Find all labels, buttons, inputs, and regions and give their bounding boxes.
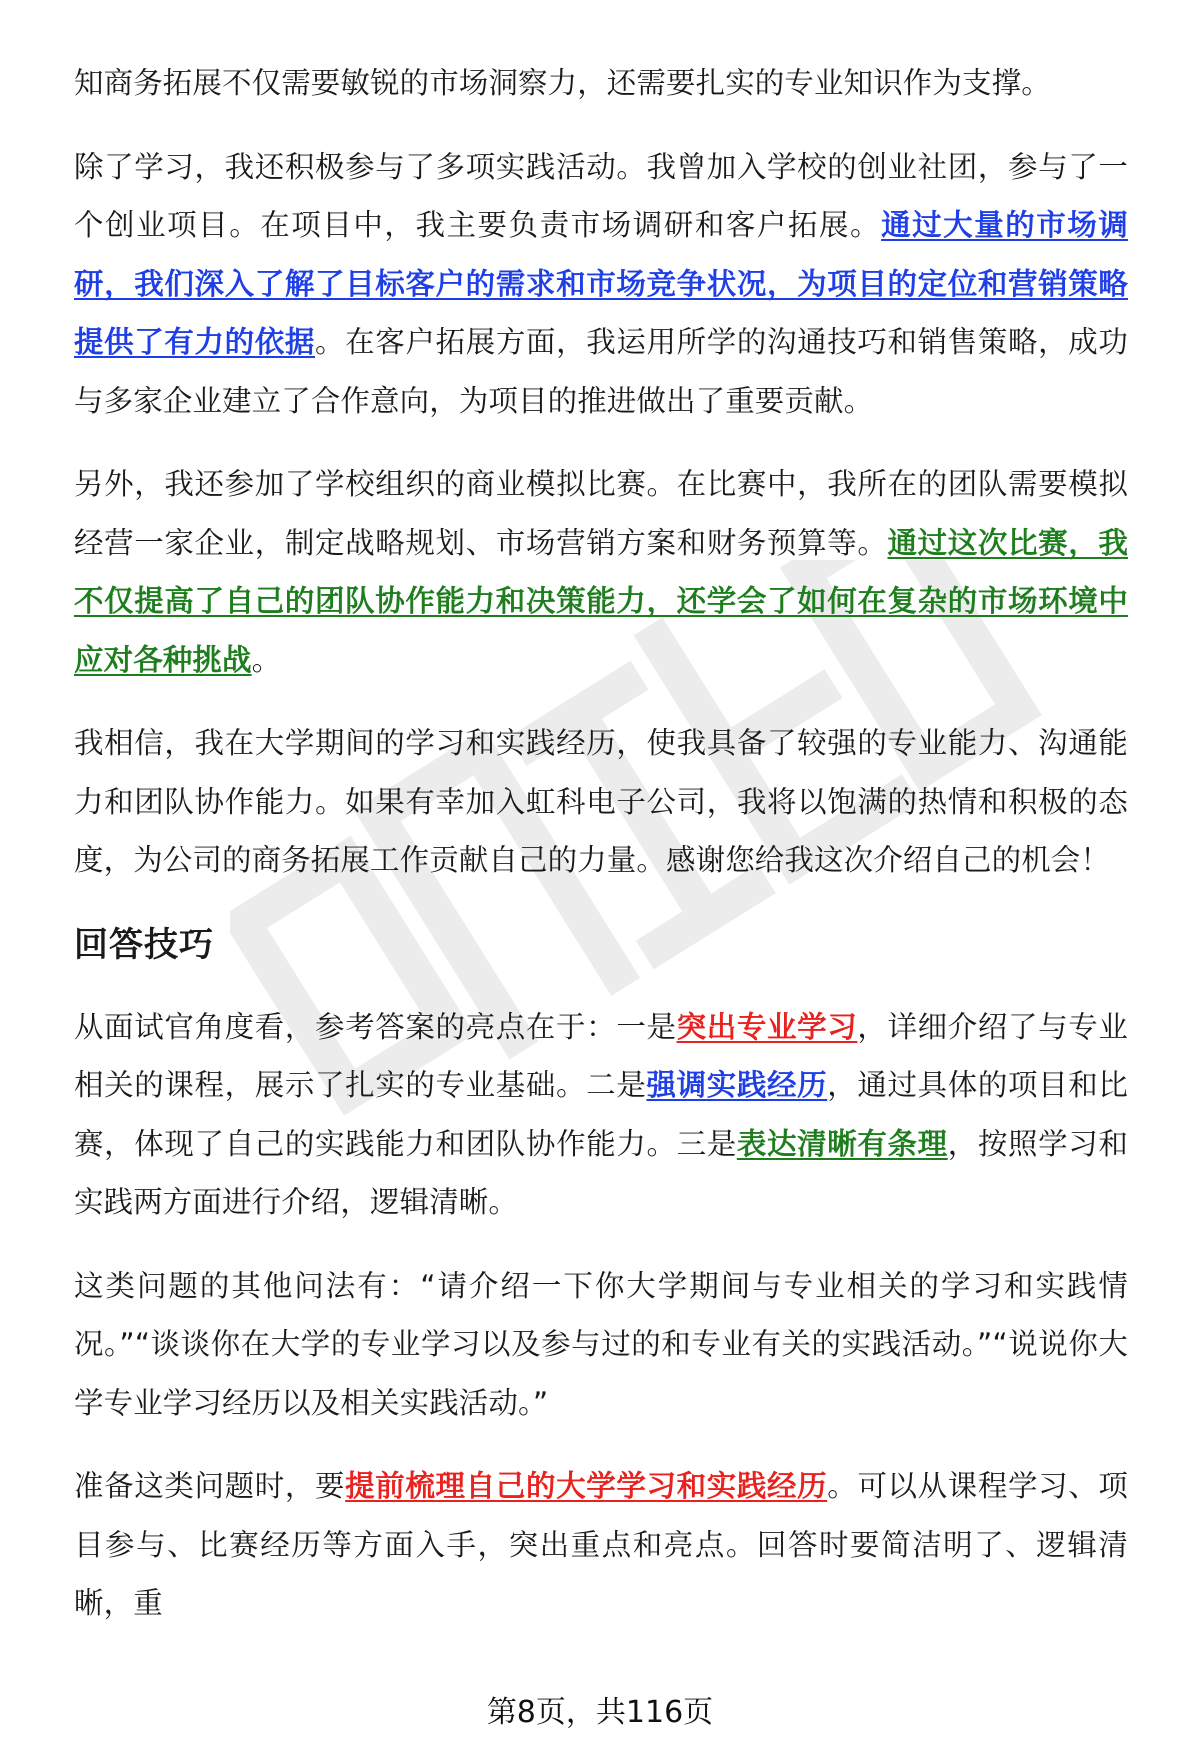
highlight-green-2: 表达清晰有条理 xyxy=(736,1126,948,1161)
paragraph-3-tail: 。 xyxy=(251,642,282,677)
paragraph-5-text-1: 从面试官角度看，参考答案的亮点在于：一是 xyxy=(74,1009,677,1044)
paragraph-4-text: 我相信，我在大学期间的学习和实践经历，使我具备了较强的专业能力、沟通能力和团队协作能力。如果有幸加入虹科电子公司，我将以饱满的热情和积极的态度，为公司的商务拓展工作贡献自己的力量。感谢您给我这次介绍自己的机会！ xyxy=(74,726,1128,877)
paragraph-3-text: 另外，我还参加了学校组织的商业模拟比赛。在比赛中，我所在的团队需要模拟经营一家企业，制定战略规划、市场营销方案和财务预算等。 xyxy=(74,467,1128,560)
paragraph-2-text: 除了学习，我还积极参与了多项实践活动。我曾加入学校的创业社团，参与了一个创业项目。在项目中，我主要负责市场调研和客户拓展。 xyxy=(74,149,1128,242)
paragraph-5-text-3: ，通过具体的项目和比赛，体现了自己的实践能力和团队协作能力。三是 xyxy=(74,1068,1128,1161)
paragraph-1-text: 知商务拓展不仅需要敏锐的市场洞察力，还需要扎实的专业知识作为支撑。 xyxy=(74,66,1051,100)
paragraph-6 xyxy=(74,1257,1128,1433)
paragraph-5-text-4: ，按照学习和实践两方面进行介绍，逻辑清晰。 xyxy=(74,1126,1128,1219)
paragraph-1 xyxy=(74,54,1128,113)
paragraph-3 xyxy=(74,455,1128,689)
paragraph-5 xyxy=(74,998,1128,1232)
page-number: 第8页，共116页 xyxy=(486,1695,714,1730)
paragraph-5-text-2: ，详细介绍了与专业相关的课程，展示了扎实的专业基础。二是 xyxy=(74,1009,1128,1102)
section-heading: 回答技巧 xyxy=(74,924,214,965)
highlight-red-2: 提前梳理自己的大学学习和实践经历 xyxy=(345,1469,828,1503)
highlight-red-1: 突出专业学习 xyxy=(676,1009,858,1044)
highlight-green: 通过这次比赛，我不仅提高了自己的团队协作能力和决策能力，还学会了如何在复杂的市场环境中应对各种挑战 xyxy=(74,525,1128,677)
paragraph-2-tail: 。在客户拓展方面，我运用所学的沟通技巧和销售策略，成功与多家企业建立了合作意向，为项目的推进做出了重要贡献。 xyxy=(74,325,1128,418)
paragraph-7 xyxy=(74,1457,1128,1633)
paragraph-4 xyxy=(74,714,1128,890)
paragraph-6-text: 这类问题的其他问法有：“请介绍一下你大学期间与专业相关的学习和实践情况。”“谈谈你在大学的专业学习以及参与过的和专业有关的实践活动。”“说说你大学专业学习经历以及相关实践活动。” xyxy=(74,1268,1128,1420)
paragraph-7-text: 准备这类问题时，要 xyxy=(74,1469,346,1503)
document-body xyxy=(74,54,1128,1633)
paragraph-7-tail: 。可以从课程学习、项目参与、比赛经历等方面入手，突出重点和亮点。回答时要简洁明了、逻辑清晰，重 xyxy=(74,1469,1128,1620)
highlight-blue-2: 强调实践经历 xyxy=(646,1068,828,1102)
paragraph-2 xyxy=(74,138,1128,431)
highlight-blue: 通过大量的市场调研，我们深入了解了目标客户的需求和市场竞争状况，为项目的定位和营销策略提供了有力的依据 xyxy=(74,208,1128,359)
